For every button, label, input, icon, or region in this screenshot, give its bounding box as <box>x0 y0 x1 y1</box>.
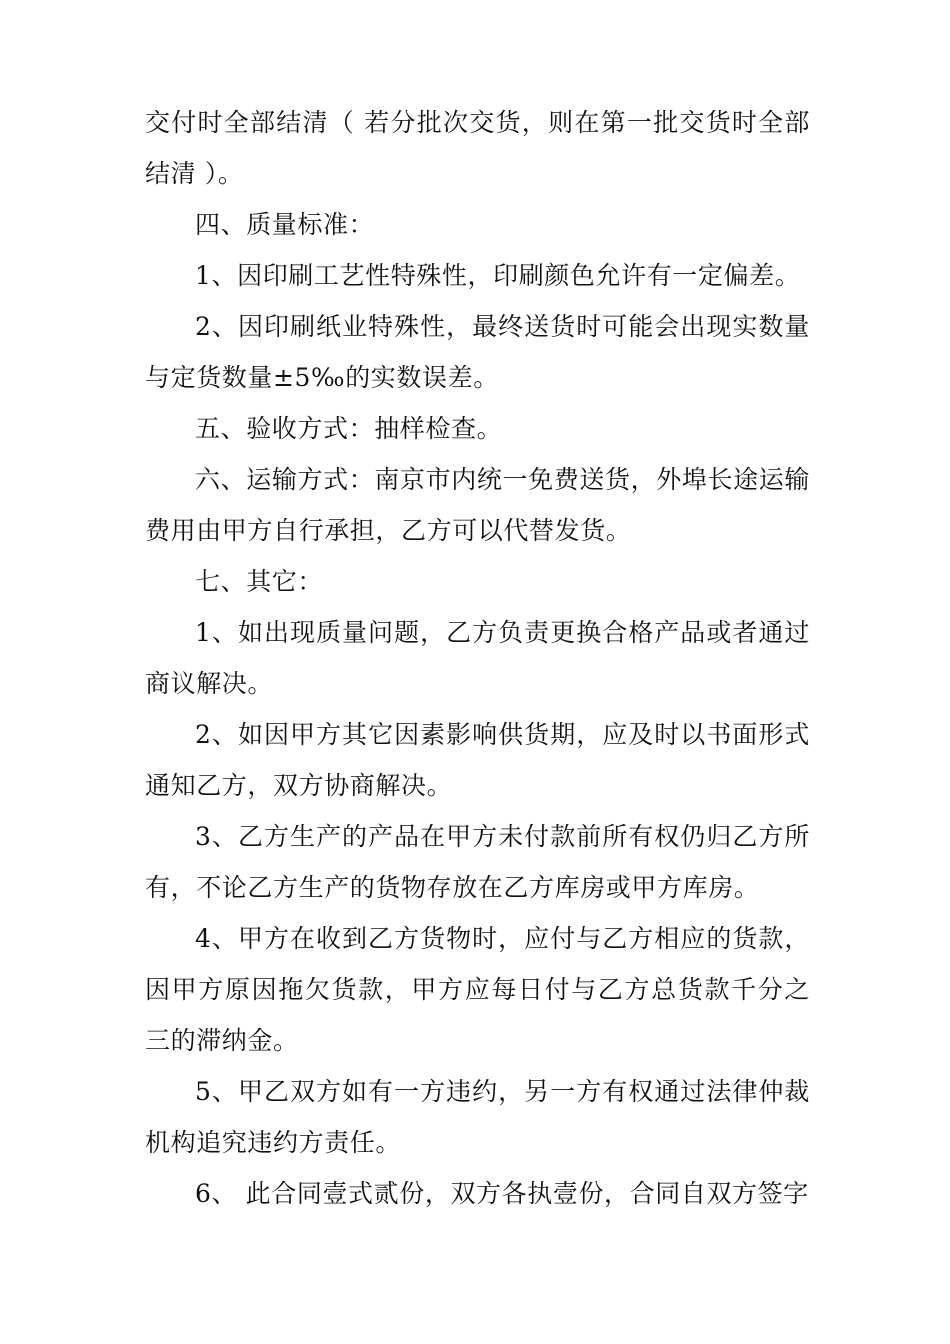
section-6-transport: 六、运输方式：南京市内统一免费送货，外埠长途运输费用由甲方自行承担，乙方可以代替发货。 <box>145 465 810 545</box>
section-7-item-1: 1、如出现质量问题，乙方负责更换合格产品或者通过商议解决。 <box>145 618 810 698</box>
section-4-item-1: 1、因印刷工艺性特殊性，印刷颜色允许有一定偏差。 <box>195 261 801 290</box>
section-7-item-4: 4、甲方在收到乙方货物时，应付与乙方相应的货款，因甲方原因拖欠货款，甲方应每日付与乙方总货款千分之三的滞纳金。 <box>145 924 810 1055</box>
section-7-item-5: 5、甲乙双方如有一方违约，另一方有权通过法律仲裁机构追究违约方责任。 <box>145 1077 810 1157</box>
document-body <box>145 97 810 1219</box>
section-7-item-6: 6、 此合同壹式贰份，双方各执壹份，合同自双方签字 <box>195 1179 809 1208</box>
paragraph-payment-continuation: 交付时全部结清（ 若分批次交货，则在第一批交货时全部结清 ）。 <box>145 108 810 188</box>
section-5-inspection: 五、验收方式：抽样检查。 <box>195 414 503 443</box>
section-4-item-2: 2、因印刷纸业特殊性，最终送货时可能会出现实数量与定货数量±5‰的实数误差。 <box>145 312 810 392</box>
section-7-heading: 七、其它： <box>195 567 324 596</box>
section-4-heading: 四、质量标准： <box>195 210 375 239</box>
section-7-item-2: 2、如因甲方其它因素影响供货期，应及时以书面形式通知乙方，双方协商解决。 <box>145 720 810 800</box>
section-7-item-3: 3、乙方生产的产品在甲方未付款前所有权仍归乙方所有，不论乙方生产的货物存放在乙方库房或甲方库房。 <box>145 822 810 902</box>
